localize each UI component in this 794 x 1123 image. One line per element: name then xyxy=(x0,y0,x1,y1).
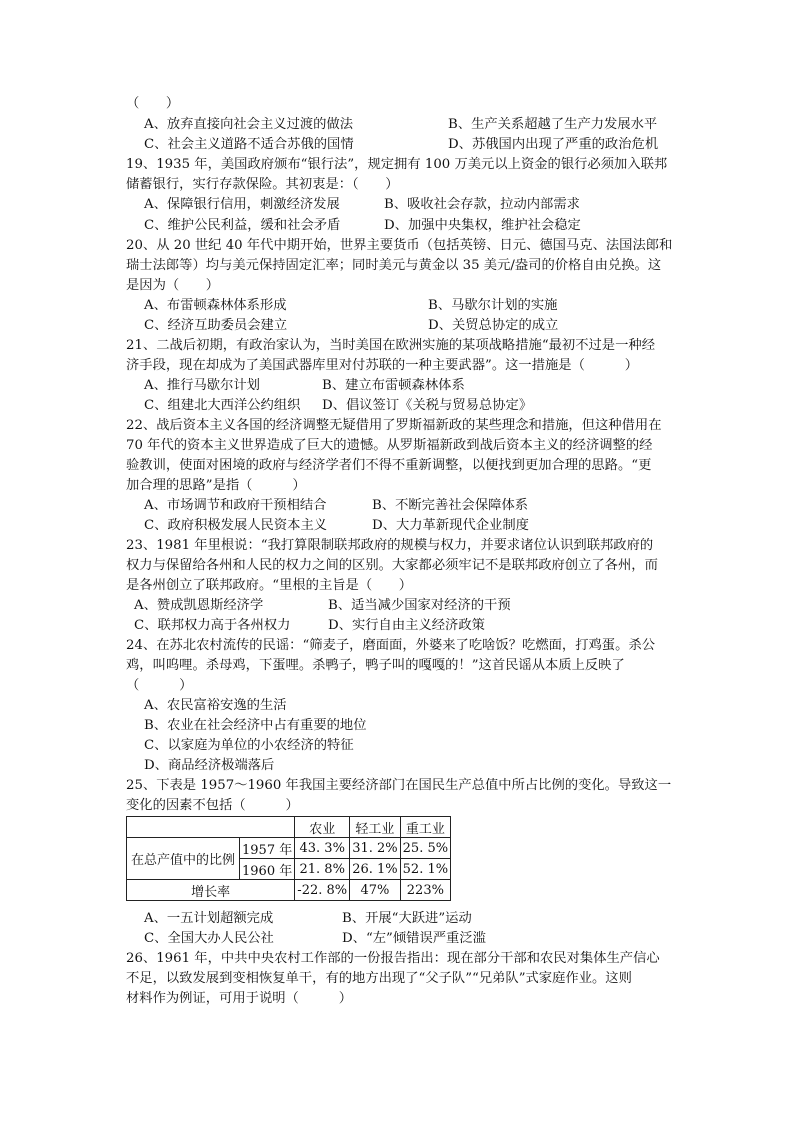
table-cell: 52. 1% xyxy=(400,859,450,880)
table-row xyxy=(127,838,451,859)
table-corner-cell xyxy=(127,817,295,838)
table-cell: 43. 3% xyxy=(295,838,350,859)
q18-paren: （ ） xyxy=(126,96,180,111)
q24-option-c: C、以家庭为单位的小农经济的特征 xyxy=(144,738,354,753)
q22-option-a: A、市场调节和政府干预相结合 xyxy=(144,498,327,513)
q26-stem-line1: 26、1961 年，中共中央农村工作部的一份报告指出：现在部分干部和农民对集体生产信心 xyxy=(126,951,660,966)
q20-option-c: C、经济互助委员会建立 xyxy=(144,318,288,333)
q22-stem-line1: 22、战后资本主义各国的经济调整无疑借用了罗斯福新政的某些理念和措施，但这种借用在 xyxy=(126,418,662,433)
q21-stem-line1: 21、二战后初期，有政治家认为，当时美国在欧洲实施的某项战略措施“最初不过是一种经 xyxy=(126,338,655,353)
q21-option-b: B、建立布雷顿森林体系 xyxy=(322,378,465,393)
q19-option-b: B、吸收社会存款，拉动内部需求 xyxy=(384,197,580,212)
q20-stem-line2: 瑞士法郎等）均与美元保持固定汇率；同时美元与黄金以 35 美元/盎司的价格自由兑换。这 xyxy=(126,258,662,273)
q23-option-a: A、赞成凯恩斯经济学 xyxy=(134,598,264,613)
table-year-1957: 1957 年 xyxy=(240,838,295,859)
q25-option-b: B、开展“大跃进”运动 xyxy=(342,911,472,926)
table-year-1960: 1960 年 xyxy=(240,859,295,880)
q24-option-d: D、商品经济极端落后 xyxy=(144,758,275,773)
q24-stem-line3: （ ） xyxy=(126,678,193,693)
q18-option-a: A、放弃直接向社会主义过渡的做法 xyxy=(144,117,354,132)
table-row xyxy=(127,880,451,901)
q19-stem-line2: 储蓄银行，实行存款保险。其初衷是：（ ） xyxy=(126,177,399,192)
q25-option-d: D、“左”倾错误严重泛滥 xyxy=(342,931,486,946)
q22-option-c: C、政府积极发展人民资本主义 xyxy=(144,518,328,533)
q23-stem-line3: 是各州创立了联邦政府。“里根的主旨是（ ） xyxy=(126,578,413,593)
q23-stem-line2: 权力与保留给各州和人民的权力之间的区别。大家都必须牢记不是联邦政府创立了各州，而 xyxy=(126,558,658,573)
q19-option-a: A、保障银行信用，刺激经济发展 xyxy=(144,197,340,212)
q26-stem-line2: 不足，以致发展到变相恢复单干，有的地方出现了“父子队”“兄弟队”式家庭作业。这则 xyxy=(126,971,632,986)
table-cell: 223% xyxy=(400,880,450,901)
q20-option-d: D、关贸总协定的成立 xyxy=(428,318,559,333)
q23-option-b: B、适当减少国家对经济的干预 xyxy=(328,598,511,613)
q23-stem-line1: 23、1981 年里根说：“我打算限制联邦政府的规模与权力，并要求诸位认识到联邦政府的 xyxy=(126,538,654,553)
table-header-row xyxy=(127,817,451,838)
table-header-light-industry: 轻工业 xyxy=(350,817,400,838)
table-cell: 31. 2% xyxy=(350,838,400,859)
q21-option-a: A、推行马歇尔计划 xyxy=(144,378,260,393)
q19-stem-line1: 19、1935 年，美国政府颁布“银行法”，规定拥有 100 万美元以上资金的银行必须加入联邦 xyxy=(126,157,668,172)
table-header-agriculture: 农业 xyxy=(295,817,350,838)
q25-option-a: A、一五计划超额完成 xyxy=(144,911,274,926)
q25-option-c: C、全国大办人民公社 xyxy=(144,931,274,946)
table-cell: 21. 8% xyxy=(295,859,350,880)
q18-option-b: B、生产关系超越了生产力发展水平 xyxy=(448,117,658,132)
q21-stem-line2: 济手段，现在却成为了美国武器库里对付苏联的一种主要武器”。这一措施是（ ） xyxy=(126,358,639,373)
table-row-label: 在总产值中的比例 xyxy=(127,838,240,880)
q21-option-d: D、倡议签订《关税与贸易总协定》 xyxy=(322,398,533,413)
q22-stem-line3: 验教训，使面对困境的政府与经济学者们不得不重新调整，以便找到更加合理的思路。“更 xyxy=(126,458,652,473)
q20-option-b: B、马歇尔计划的实施 xyxy=(428,298,558,313)
q19-option-c: C、维护公民利益，缓和社会矛盾 xyxy=(144,218,341,233)
q18-option-d: D、苏俄国内出现了严重的政治危机 xyxy=(448,137,659,152)
q21-option-c: C、组建北大西洋公约组织 xyxy=(144,398,301,413)
q22-stem-line2: 70 年代的资本主义世界造成了巨大的遗憾。从罗斯福新政到战后资本主义的经济调整的经 xyxy=(126,438,653,453)
q24-option-b: B、农业在社会经济中占有重要的地位 xyxy=(144,718,367,733)
q20-stem-line1: 20、从 20 世纪 40 年代中期开始，世界主要货币（包括英镑、日元、德国马克、法国法郎和 xyxy=(126,238,673,253)
table-cell: 25. 5% xyxy=(400,838,450,859)
q25-data-table xyxy=(126,816,451,901)
q24-stem-line2: 鸡，叫呜哩。杀母鸡，下蛋哩。杀鸭子，鸭子叫的嘎嘎的！”这首民谣从本质上反映了 xyxy=(126,658,625,673)
q25-stem-line2: 变化的因素不包括（ ） xyxy=(126,798,299,813)
q25-stem-line1: 25、下表是 1957～1960 年我国主要经济部门在国民生产总值中所占比例的变化。导致这一 xyxy=(126,778,672,793)
q24-option-a: A、农民富裕安逸的生活 xyxy=(144,698,287,713)
table-cell: 47% xyxy=(350,880,400,901)
q23-option-d: D、实行自由主义经济政策 xyxy=(328,618,485,633)
q23-option-c: C、联邦权力高于各州权力 xyxy=(134,618,291,633)
q18-option-c: C、社会主义道路不适合苏俄的国情 xyxy=(144,137,354,152)
q22-option-b: B、不断完善社会保障体系 xyxy=(372,498,529,513)
q22-stem-line4: 加合理的思路”是指（ ） xyxy=(126,478,306,493)
table-cell: -22. 8% xyxy=(295,880,350,901)
q20-option-a: A、布雷顿森林体系形成 xyxy=(144,298,287,313)
table-header-heavy-industry: 重工业 xyxy=(400,817,450,838)
q22-option-d: D、大力革新现代企业制度 xyxy=(372,518,529,533)
q24-stem-line1: 24、在苏北农村流传的民谣：“筛麦子，磨面面，外婆来了吃啥饭？吃燃面，打鸡蛋。杀公 xyxy=(126,638,655,653)
q20-stem-line3: 是因为（ ） xyxy=(126,278,220,293)
q19-option-d: D、加强中央集权，维护社会稳定 xyxy=(384,218,581,233)
q26-stem-line3: 材料作为例证，可用于说明（ ） xyxy=(126,991,353,1006)
table-cell: 26. 1% xyxy=(350,859,400,880)
table-growth-label: 增长率 xyxy=(127,880,295,901)
